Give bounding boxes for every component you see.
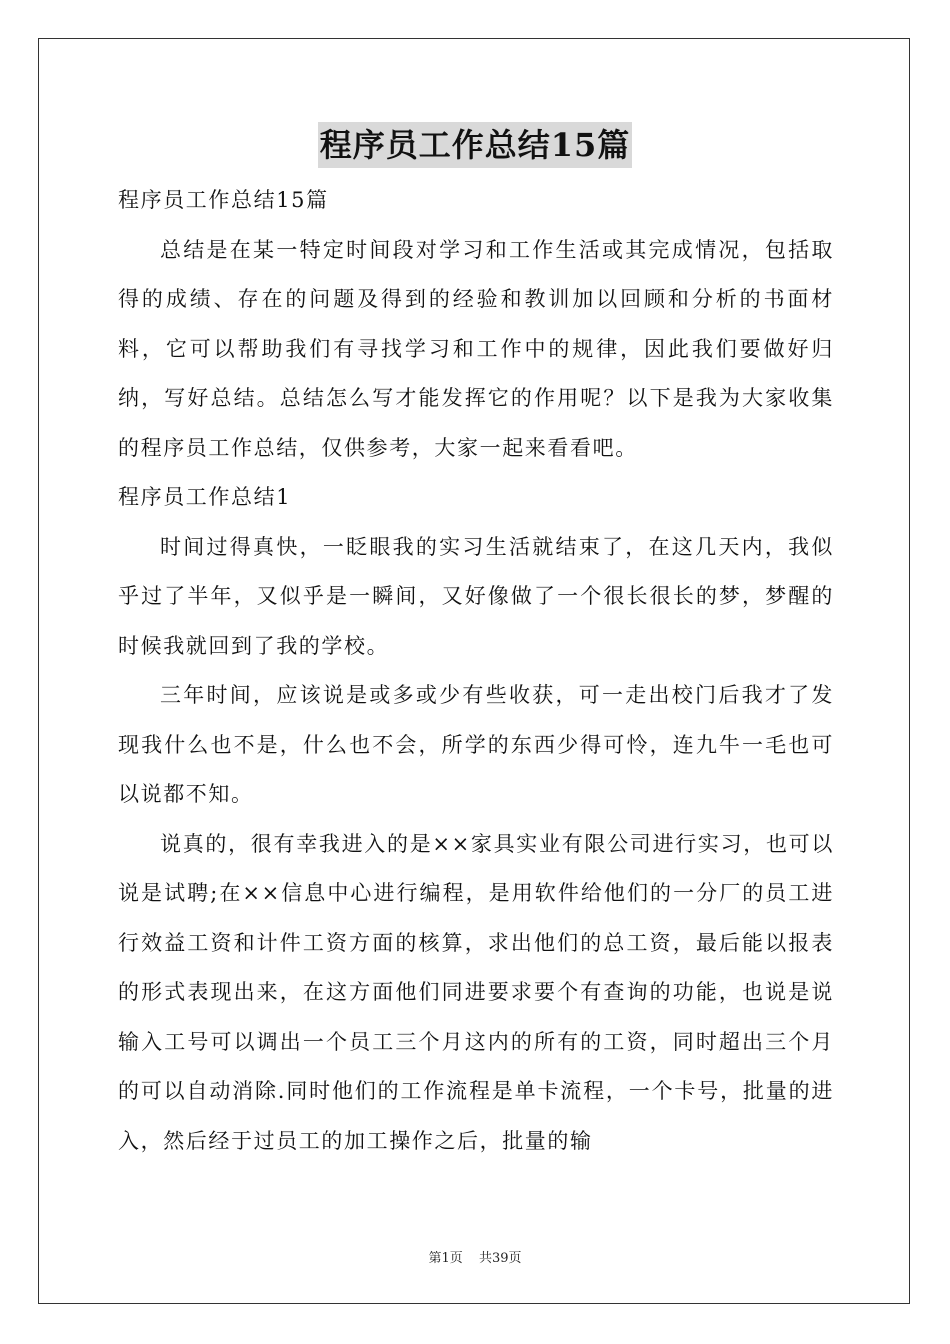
body-paragraph: 时间过得真快，一眨眼我的实习生活就结束了，在这几天内，我似乎过了半年，又似乎是一瞬间，又好像做了一个很长很长的梦，梦醒的时候我就回到了我的学校。 (118, 534, 834, 658)
section-heading: 程序员工作总结1 (118, 485, 292, 509)
document-title: 程序员工作总结15篇 (318, 122, 633, 168)
total-pages: 共39页 (478, 1251, 522, 1266)
page-footer (0, 1247, 950, 1266)
title-container (0, 122, 950, 168)
intro-paragraph: 总结是在某一特定时间段对学习和工作生活或其完成情况，包括取得的成绩、存在的问题及得到的经验和教训加以回顾和分析的书面材料，它可以帮助我们有寻找学习和工作中的规律，因此我们要做好归纳，写好总结。总结怎么写才能发挥它的作用呢？以下是我为大家收集的程序员工作总结，仅供参考，大家一起来看看吧。 (118, 237, 834, 460)
page-number: 第1页 (428, 1251, 463, 1266)
body-paragraph: 说真的，很有幸我进入的是××家具实业有限公司进行实习，也可以说是试聘;在××信息中心进行编程，是用软件给他们的一分厂的员工进行效益工资和计件工资方面的核算，求出他们的总工资，最后能以报表的形式表现出来，在这方面他们同进要求要个有查询的功能，也说是说输入工号可以调出一个员工三个月这内的所有的工资，同时超出三个月的可以自动消除.同时他们的工作流程是单卡流程，一个卡号，批量的进入，然后经于过员工的加工操作之后，批量的输 (118, 831, 834, 1153)
body-paragraph: 三年时间，应该说是或多或少有些收获，可一走出校门后我才了发现我什么也不是，什么也不会，所学的东西少得可怜，连九牛一毛也可以说都不知。 (118, 683, 834, 806)
document-body (118, 176, 834, 1166)
document-subtitle: 程序员工作总结15篇 (118, 188, 329, 212)
